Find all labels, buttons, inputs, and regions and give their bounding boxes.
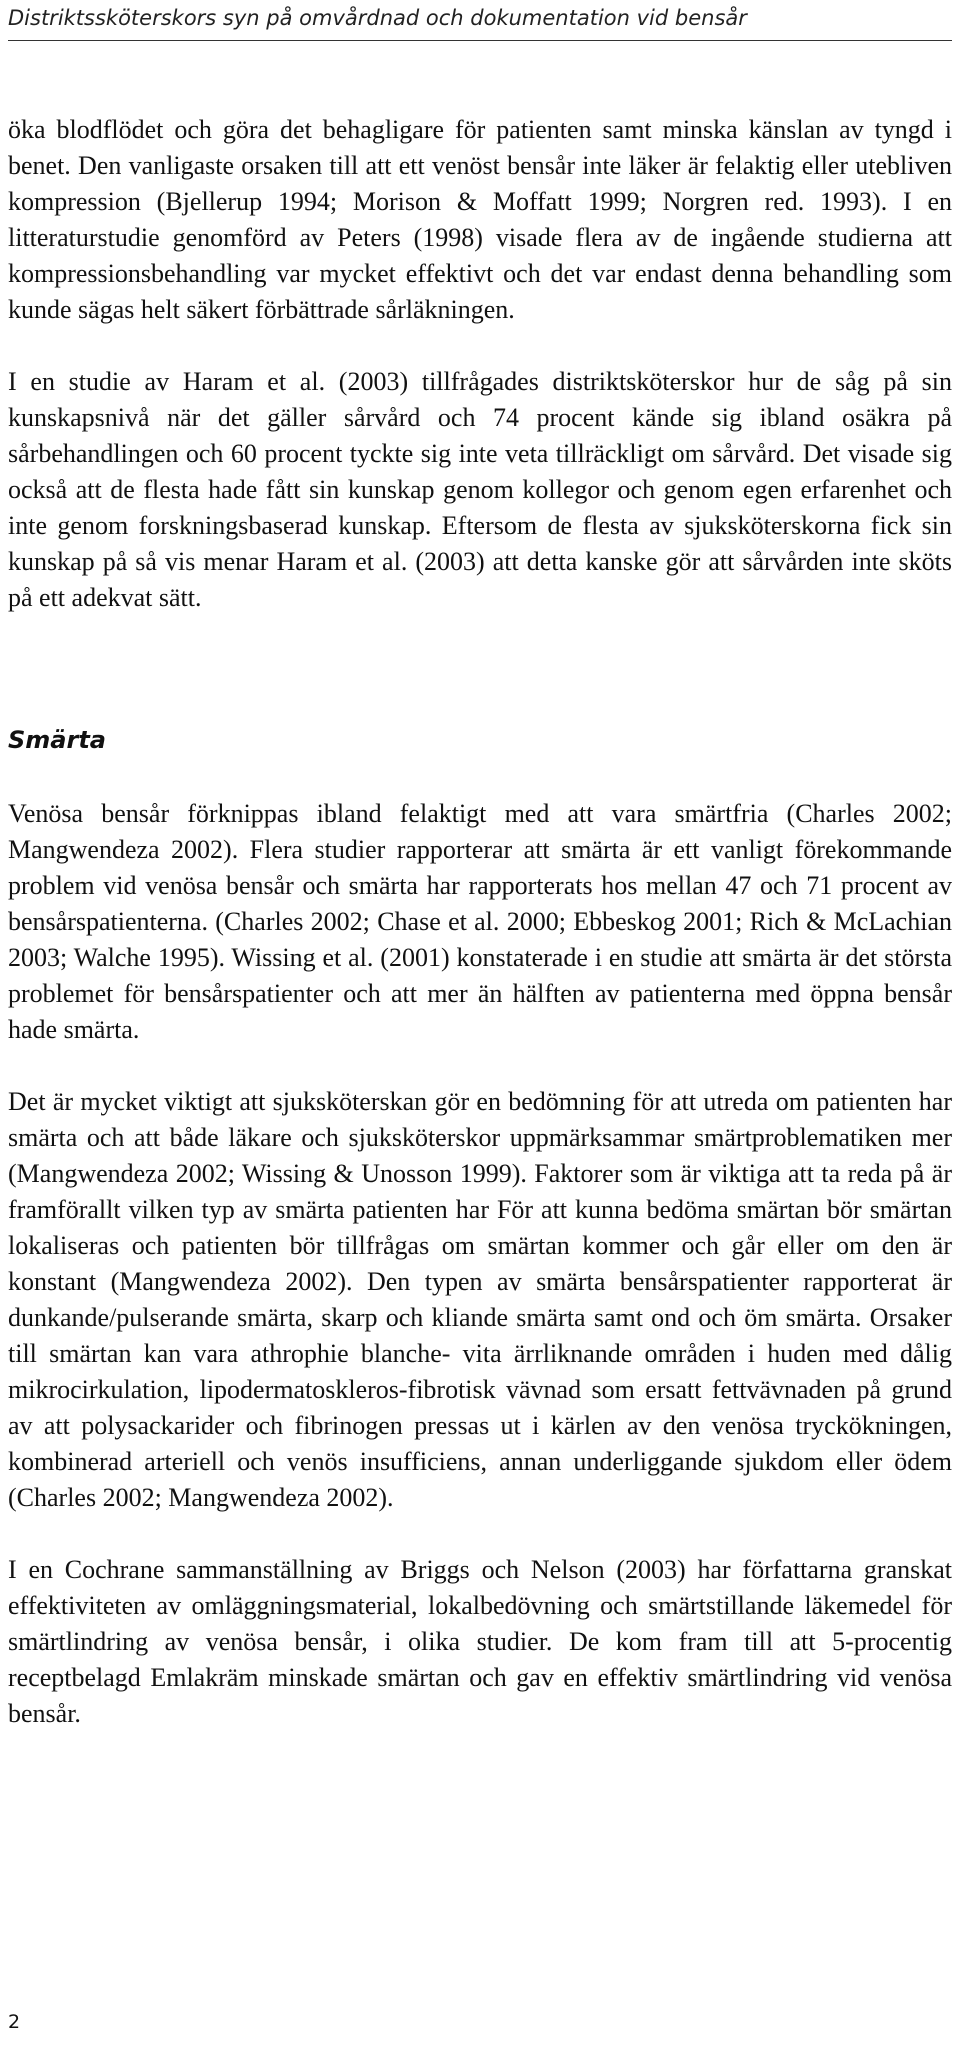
paragraph-haram-study: I en studie av Haram et al. (2003) tillfrågades distriktsköterskor hur de såg på sin kunskapsnivå när det gäller sårvård och 74 procent kände sig ibland osäkra på sårbehandlingen och 60 procent tyckte sig inte veta tillräckligt om sårvård. Det visade sig också att de flesta hade fått sin kunskap genom kollegor och genom egen erfarenhet och inte genom forskningsbaserad kunskap. Eftersom de flesta av sjuksköterskorna fick sin kunskap på så vis menar Haram et al. (2003) att detta kanske gör att sårvården inte sköts på ett adekvat sätt. bbox=[8, 367, 952, 612]
page-number: 2 bbox=[8, 2011, 21, 2033]
paragraph-pain-prevalence: Venösa bensår förknippas ibland felaktigt med att vara smärtfria (Charles 2002; Mangwendeza 2002). Flera studier rapporterar att smärta är ett vanligt förekommande problem vid venösa bensår och smärta har rapporterats hos mellan 47 och 71 procent av bensårspatienterna. (Charles 2002; Chase et al. 2000; Ebbeskog 2001; Rich & McLachian 2003; Walche 1995). Wissing et al. (2001) konstaterade i en studie att smärta är det största problemet för bensårspatienter och att mer än hälften av patienterna med öppna bensår hade smärta. bbox=[8, 799, 952, 1044]
running-header-title: Distriktssköterskors syn på omvårdnad och dokumentation vid bensår bbox=[8, 6, 747, 30]
section-heading-smarta: Smärta bbox=[8, 726, 106, 754]
paragraph-cochrane-review: I en Cochrane sammanställning av Briggs och Nelson (2003) har författarna granskat effektiviteten av omläggningsmaterial, lokalbedövning och smärtstillande läkemedel för smärtlindring av venösa bensår, i olika studier. De kom fram till att 5-procentig receptbelagd Emlakräm minskade smärtan och gav en effektiv smärtlindring vid venösa bensår. bbox=[8, 1555, 952, 1728]
page-body bbox=[8, 112, 952, 1732]
paragraph-pain-assessment: Det är mycket viktigt att sjuksköterskan gör en bedömning för att utreda om patienten har smärta och att både läkare och sjuksköterskor uppmärksammar smärtproblematiken mer (Mangwendeza 2002; Wissing & Unosson 1999). Faktorer som är viktiga att ta reda på är framförallt vilken typ av smärta patienten har För att kunna bedöma smärtan bör smärtan lokaliseras och patienten bör tillfrågas om smärtan kommer och går eller om den är konstant (Mangwendeza 2002). Den typen av smärta bensårspatienter rapporterat är dunkande/pulserande smärta, skarp och kliande smärta samt ond och öm smärta. Orsaker till smärtan kan vara athrophie blanche- vita ärrliknande områden i huden med dålig mikrocirkulation, lipodermatoskleros-fibrotisk vävnad som ersatt fettvävnaden på grund av att polysackarider och fibrinogen pressas ut i kärlen av den venösa tryckökningen, kombinerad arteriell och venös insufficiens, annan underliggande sjukdom eller ödem (Charles 2002; Mangwendeza 2002). bbox=[8, 1087, 952, 1512]
paragraph-compression: öka blodflödet och göra det behagligare för patienten samt minska känslan av tyngd i benet. Den vanligaste orsaken till att ett venöst bensår inte läker är felaktig eller utebliven kompression (Bjellerup 1994; Morison & Moffatt 1999; Norgren red. 1993). I en litteraturstudie genomförd av Peters (1998) visade flera av de ingående studierna att kompressionsbehandling var mycket effektivt och det var endast denna behandling som kunde sägas helt säkert förbättrade sårläkningen. bbox=[8, 115, 952, 324]
running-header bbox=[8, 4, 952, 41]
